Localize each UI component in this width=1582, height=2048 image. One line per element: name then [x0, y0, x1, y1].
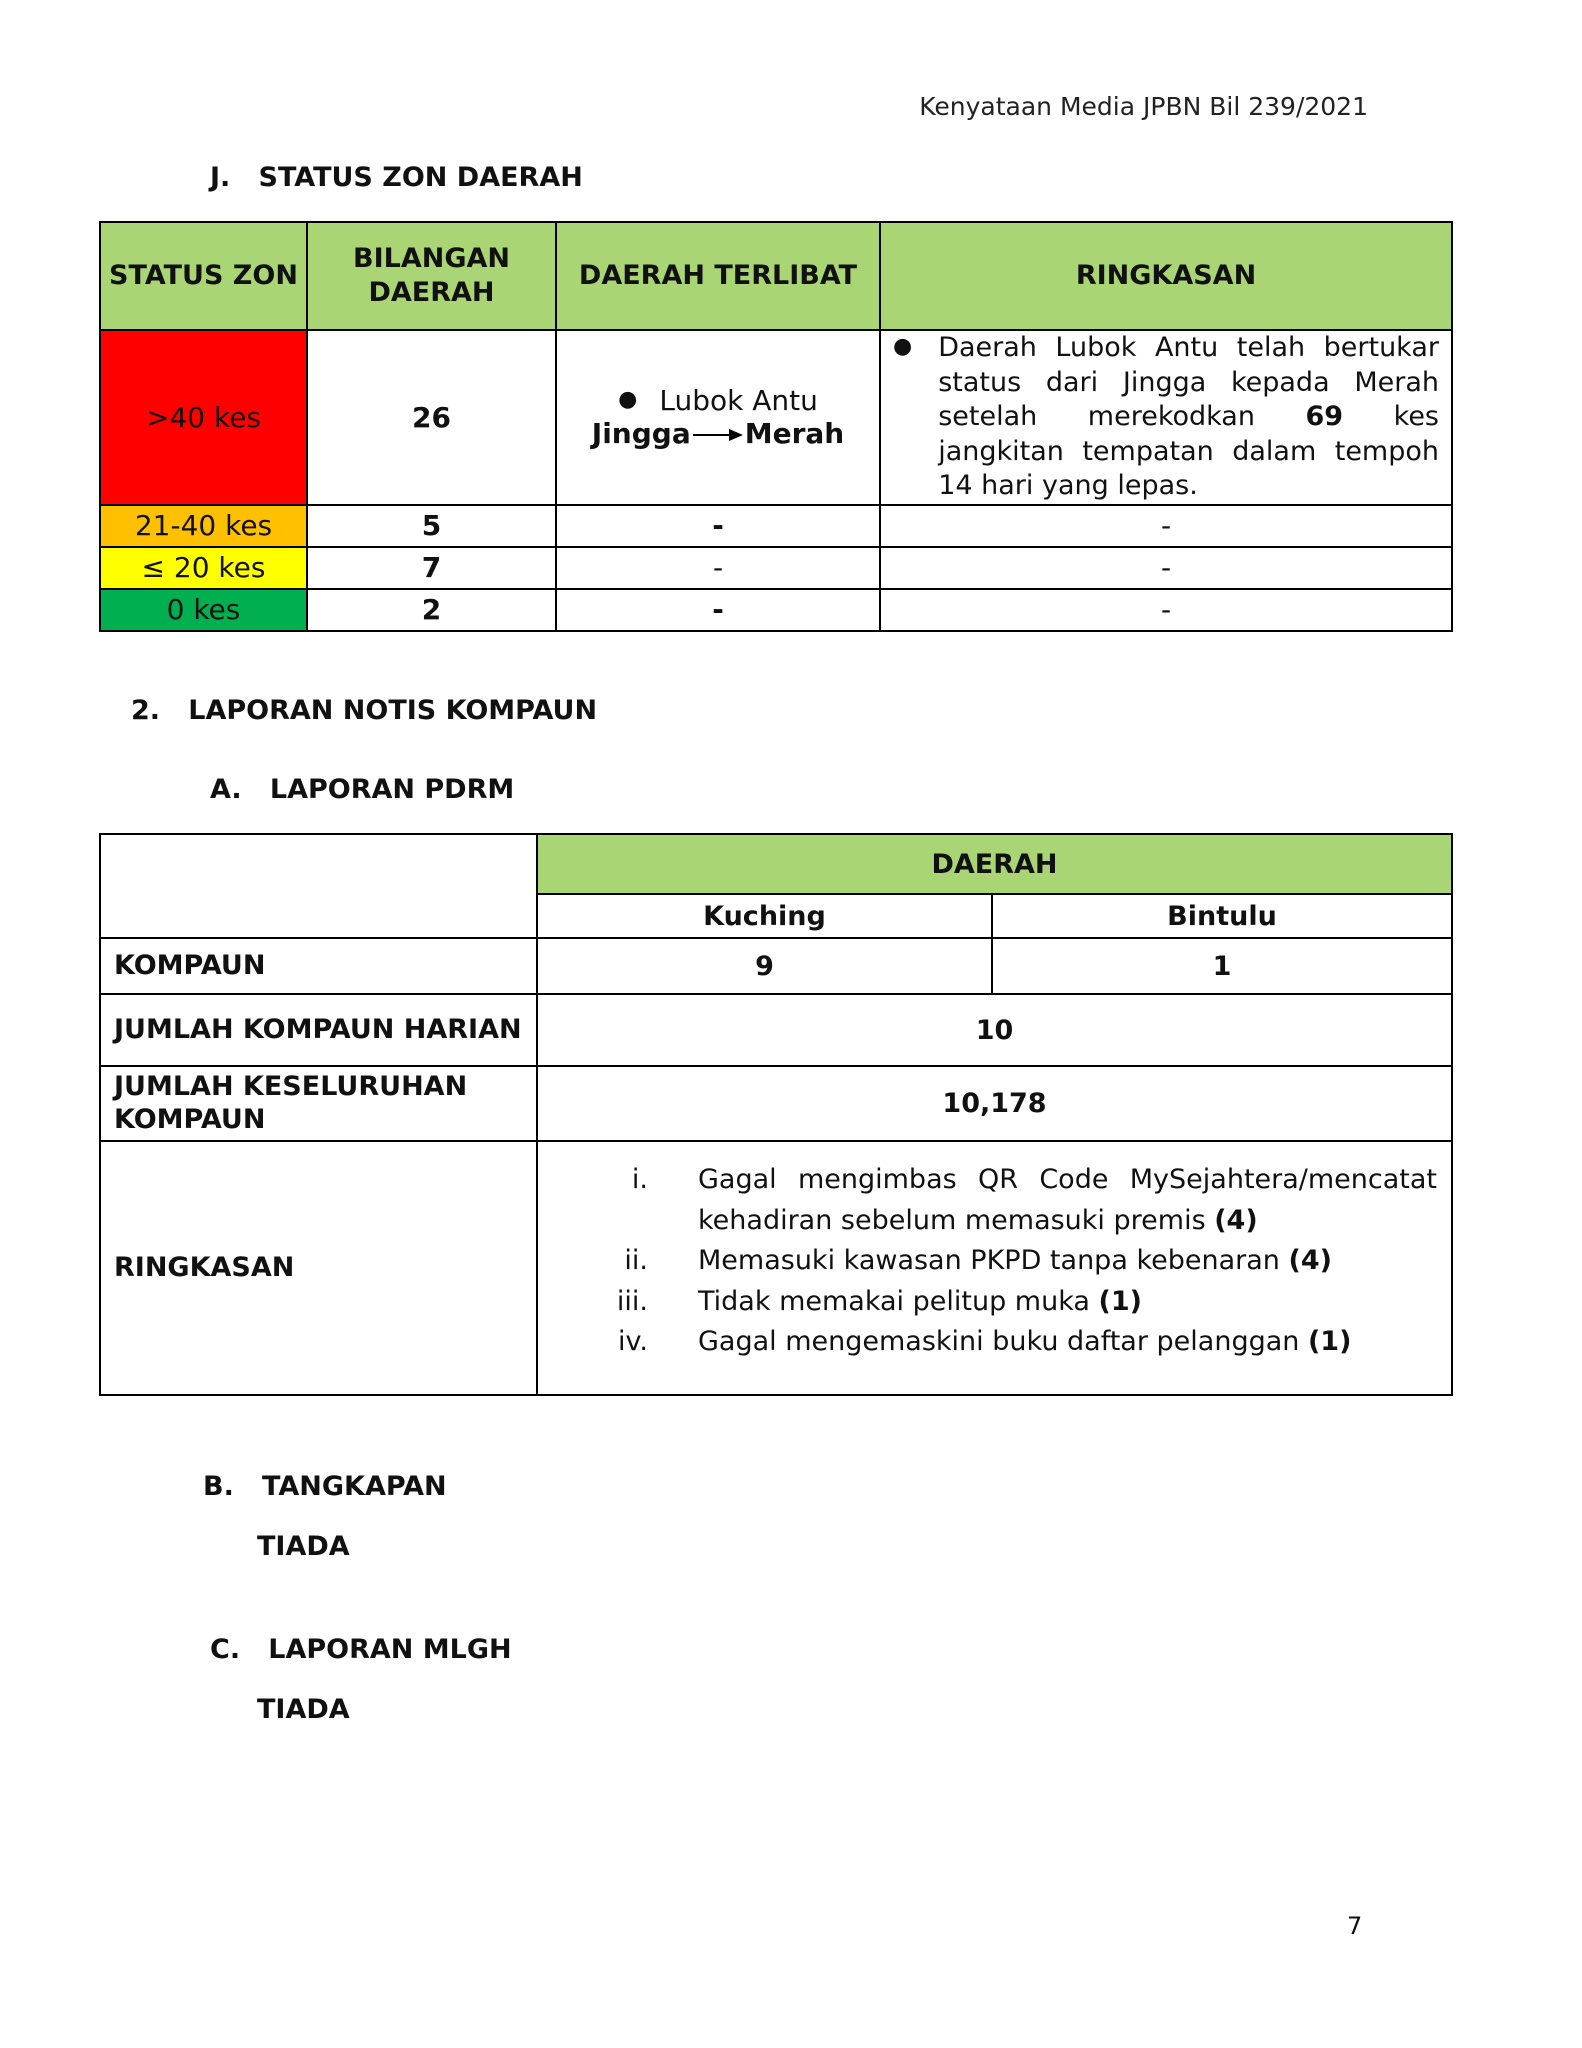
jumlah-keseluruhan-value: 10,178 — [537, 1066, 1452, 1141]
kompaun-label: KOMPAUN — [100, 938, 537, 994]
jumlah-keseluruhan-label: JUMLAH KESELURUHAN KOMPAUN — [100, 1066, 537, 1141]
jumlah-harian-value: 10 — [537, 994, 1452, 1066]
status-change: Jingga Merah — [591, 417, 845, 451]
daerah-group-header: DAERAH — [537, 834, 1452, 894]
status-green-cell: 0 kes — [100, 589, 307, 631]
ringkasan-label: RINGKASAN — [100, 1141, 537, 1395]
table-row — [100, 505, 1452, 547]
header-status-zon: STATUS ZON — [100, 222, 307, 330]
section-a-title: LAPORAN PDRM — [269, 774, 515, 805]
section-b-title: TANGKAPAN — [262, 1471, 447, 1502]
ringkasan-cell: - — [880, 547, 1452, 589]
kompaun-bintulu-value: 1 — [992, 938, 1452, 994]
section-b-value: TIADA — [257, 1531, 350, 1562]
bullet-icon: ● — [893, 334, 913, 359]
count-cell: 7 — [307, 547, 556, 589]
list-item: iv. Gagal mengemaskini buku daftar pelanggan (1) — [618, 1326, 1352, 1357]
section-2-title: LAPORAN NOTIS KOMPAUN — [188, 695, 598, 726]
daerah-name: Lubok Antu — [659, 383, 818, 417]
section-c-title: LAPORAN MLGH — [268, 1634, 512, 1665]
section-a-heading — [210, 774, 514, 805]
section-j-heading — [210, 162, 583, 193]
section-c-value: TIADA — [257, 1694, 350, 1725]
status-red-cell: >40 kes — [100, 330, 307, 505]
district-header-bintulu: Bintulu — [992, 894, 1452, 938]
section-b-heading — [203, 1471, 447, 1502]
status-orange-cell: 21-40 kes — [100, 505, 307, 547]
daerah-terlibat-cell: - — [556, 547, 880, 589]
section-j-title: STATUS ZON DAERAH — [258, 162, 583, 193]
section-c-heading — [210, 1634, 512, 1665]
status-yellow-cell: ≤ 20 kes — [100, 547, 307, 589]
count-cell: 5 — [307, 505, 556, 547]
table-row — [100, 330, 1452, 505]
pdrm-report-table — [99, 833, 1453, 1396]
district-header-kuching: Kuching — [537, 894, 992, 938]
ringkasan-list — [537, 1141, 1452, 1395]
page-number: 7 — [1347, 1912, 1363, 1940]
section-b-number: B. — [203, 1471, 234, 1502]
section-2-heading — [131, 695, 597, 726]
table-row — [100, 1141, 1452, 1395]
count-cell: 2 — [307, 589, 556, 631]
zone-status-table — [99, 221, 1453, 632]
zone-table-header-row — [100, 222, 1452, 330]
list-item: i. Gagal mengimbas QR Code MySejahtera/mencatat kehadiran sebelum memasuki premis (4) — [631, 1164, 1438, 1236]
jumlah-harian-label: JUMLAH KOMPAUN HARIAN — [100, 994, 537, 1066]
ringkasan-cell: - — [880, 589, 1452, 631]
empty-corner-cell — [100, 834, 537, 938]
daerah-terlibat-cell: - — [556, 589, 880, 631]
table-row — [100, 1066, 1452, 1141]
kompaun-kuching-value: 9 — [537, 938, 992, 994]
daerah-terlibat-cell: - — [556, 505, 880, 547]
ringkasan-cell: - — [880, 505, 1452, 547]
section-j-number: J. — [210, 162, 231, 193]
header-bilangan-daerah: BILANGAN DAERAH — [307, 222, 556, 330]
ringkasan-text: Daerah Lubok Antu telah bertukar status dari Jingga kepada Merah setelah merekodkan 69 kes jangkitan tempatan dalam tempoh 14 hari yang lepas. — [938, 332, 1439, 502]
bullet-icon: ● — [618, 387, 638, 413]
header-ringkasan: RINGKASAN — [880, 222, 1452, 330]
list-item: ii. Memasuki kawasan PKPD tanpa kebenaran (4) — [624, 1245, 1332, 1276]
list-item: iii. Tidak memakai pelitup muka (1) — [616, 1285, 1142, 1317]
table-row — [100, 938, 1452, 994]
table-row — [100, 547, 1452, 589]
section-a-number: A. — [210, 774, 242, 805]
ringkasan-cell — [880, 330, 1452, 505]
section-c-number: C. — [210, 1634, 241, 1665]
table-row — [100, 589, 1452, 631]
section-2-number: 2. — [131, 695, 161, 726]
header-daerah-terlibat: DAERAH TERLIBAT — [556, 222, 880, 330]
table-row — [100, 994, 1452, 1066]
arrow-right-icon — [693, 428, 743, 442]
daerah-terlibat-cell — [556, 330, 880, 505]
count-cell: 26 — [307, 330, 556, 505]
document-reference: Kenyataan Media JPBN Bil 239/2021 — [919, 92, 1368, 121]
